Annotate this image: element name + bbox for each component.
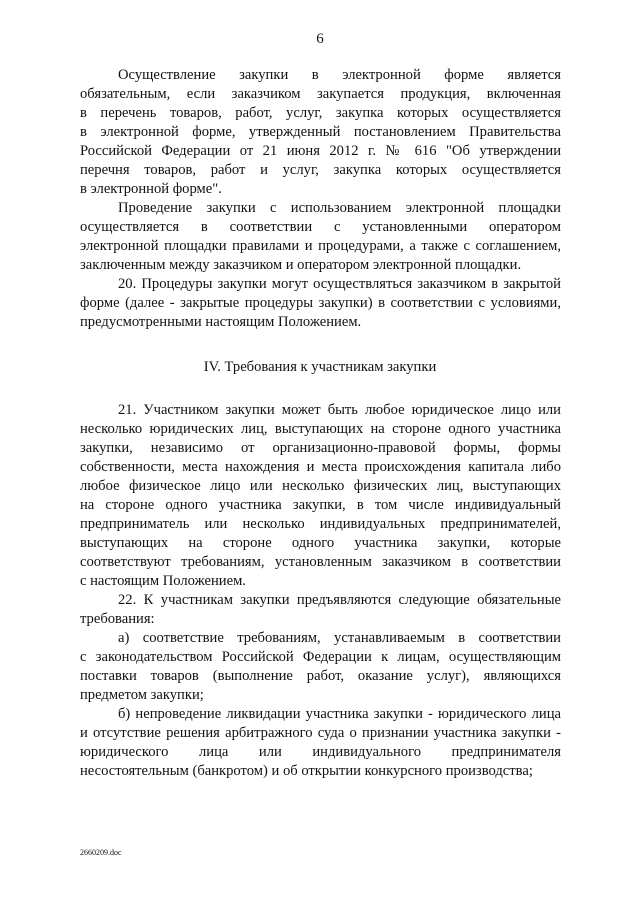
- text-line: требования:: [80, 611, 155, 627]
- section-heading: IV. Требования к участникам закупки: [203, 359, 437, 375]
- text-line: Российской Федерации от 21 июня 2012 г. № 616 "Об утверждении: [80, 143, 561, 159]
- text-block-top: [80, 66, 561, 332]
- text-line: на стороне одного участника закупки, в том числе индивидуальный: [80, 497, 561, 513]
- text-line: соответствуют требованиям, установленным заказчиком в соответствии: [80, 554, 561, 570]
- text-line: несостоятельным (банкротом) и об открытии конкурсного производства;: [80, 763, 533, 779]
- text-line: предметом закупки;: [80, 687, 204, 703]
- text-line: закупки, независимо от организационно-правовой формы, формы: [80, 440, 561, 456]
- text-line: осуществляется в соответствии с установленными оператором: [80, 219, 561, 235]
- text-line: в электронной форме, утвержденный постановлением Правительства: [80, 124, 561, 140]
- text-line: заключенным между заказчиком и оператором электронной площадки.: [80, 257, 522, 273]
- page-number: 6: [316, 31, 324, 47]
- text-line: с настоящим Положением.: [80, 573, 246, 589]
- text-line: в перечень товаров, работ, услуг, закупка которых осуществляется: [80, 105, 561, 121]
- text-line: выступающих на стороне одного участника закупки, которые: [80, 535, 561, 551]
- text-line: юридического лица или индивидуального предпринимателя: [80, 744, 561, 760]
- text-line: собственности, места нахождения и места происхождения капитала либо: [80, 459, 561, 475]
- text-block-bottom: [80, 401, 561, 781]
- text-line: предприниматель или несколько индивидуальных предпринимателей,: [80, 516, 561, 532]
- text-line: поставки товаров (выполнение работ, оказание услуг), являющихся: [80, 668, 561, 684]
- text-line: обязательным, если заказчиком закупается продукция, включенная: [80, 86, 561, 102]
- text-line: с законодательством Российской Федерации к лицам, осуществляющим: [80, 649, 561, 665]
- text-line: Осуществление закупки в электронной форме является: [118, 67, 561, 83]
- text-line: 21. Участником закупки может быть любое юридическое лицо или: [118, 402, 561, 418]
- text-line: Проведение закупки с использованием электронной площадки: [118, 200, 561, 216]
- text-line: б) непроведение ликвидации участника закупки - юридического лица: [118, 706, 561, 722]
- text-line: электронной площадки правилами и процедурами, а также с соглашением,: [80, 238, 561, 254]
- text-line: а) соответствие требованиям, устанавливаемым в соответствии: [118, 630, 561, 646]
- text-line: предусмотренными настоящим Положением.: [80, 314, 362, 330]
- text-line: форме (далее - закрытые процедуры закупки) в соответствии с условиями,: [80, 295, 561, 311]
- footer-filename: 2660209.doc: [80, 848, 122, 857]
- text-line: 22. К участникам закупки предъявляются следующие обязательные: [118, 592, 561, 608]
- text-line: перечня товаров, работ и услуг, закупка которых осуществляется: [80, 162, 561, 178]
- text-line: и отсутствие решения арбитражного суда о признании участника закупки -: [80, 725, 561, 741]
- text-line: в электронной форме".: [80, 181, 222, 197]
- text-line: любое физическое лицо или несколько физических лиц, выступающих: [80, 478, 561, 494]
- text-line: несколько юридических лиц, выступающих на стороне одного участника: [80, 421, 561, 437]
- text-line: 20. Процедуры закупки могут осуществляться заказчиком в закрытой: [118, 276, 561, 292]
